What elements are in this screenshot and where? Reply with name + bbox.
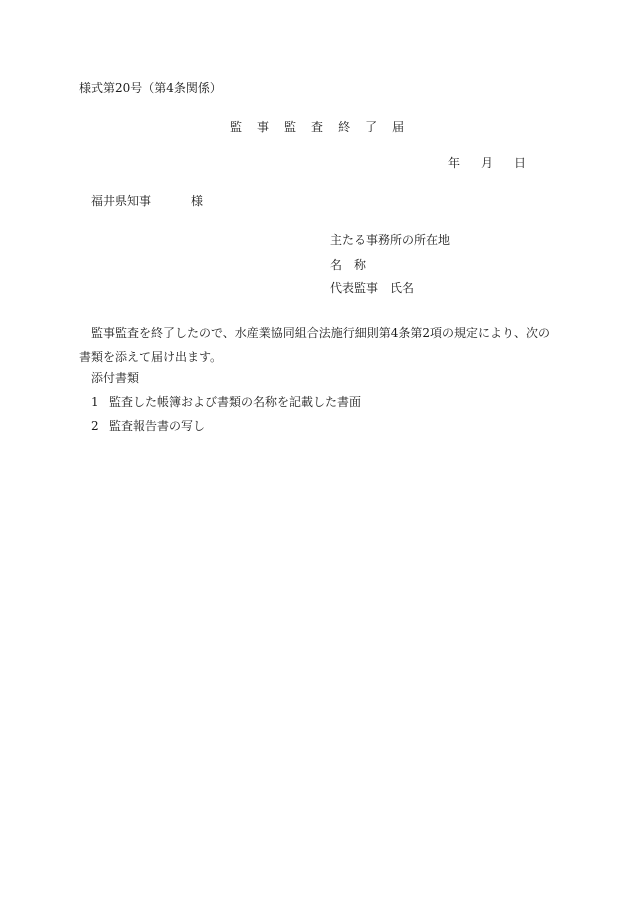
sender-name-label: 名 称 (330, 258, 367, 272)
sender-representative-label: 代表監事 氏名 (330, 281, 415, 295)
addressee-honorific: 様 (191, 194, 204, 208)
date-month-label: 月 (481, 156, 494, 170)
attachment-item (91, 418, 205, 434)
document-title (230, 119, 419, 135)
addressee (91, 193, 203, 209)
sender-address-label: 主たる事務所の所在地 (330, 233, 451, 247)
attachment-number: 2 (91, 419, 99, 433)
body-text: 監事監査を終了したので、水産業協同組合法施行細則第4条第2項の規定により、次の書類を添えて届け出ます。 (79, 326, 551, 364)
title-char: 監 (230, 120, 243, 134)
form-number: 様式第20号（第4条関係） (79, 81, 222, 95)
addressee-name: 福井県知事 (91, 194, 152, 208)
date-day-label: 日 (514, 156, 527, 170)
attachments-title: 添付書類 (91, 371, 140, 385)
attachment-text: 監査報告書の写し (109, 419, 206, 433)
date-line (448, 155, 547, 171)
title-char: 事 (257, 120, 270, 134)
attachment-item (91, 394, 361, 410)
title-char: 終 (338, 120, 351, 134)
attachment-text: 監査した帳簿および書類の名称を記載した書面 (109, 395, 362, 409)
date-year-label: 年 (448, 156, 461, 170)
attachment-number: 1 (91, 395, 99, 409)
title-char: 届 (392, 120, 405, 134)
title-char: 了 (365, 120, 378, 134)
title-char: 査 (311, 120, 324, 134)
title-char: 監 (284, 120, 297, 134)
